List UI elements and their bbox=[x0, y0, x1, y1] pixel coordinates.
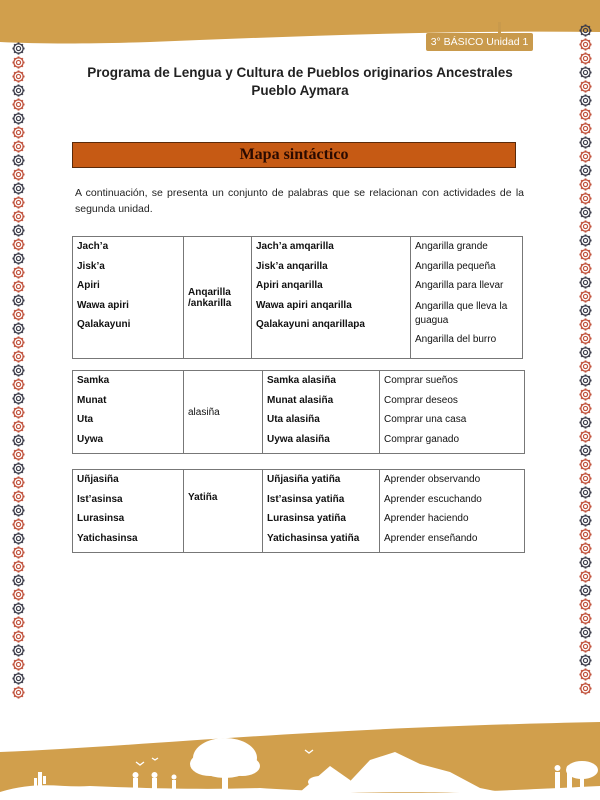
gear-motif-icon bbox=[12, 98, 25, 111]
gear-motif-icon bbox=[12, 84, 25, 97]
combined-word: Uywa alasiña bbox=[267, 433, 330, 445]
gear-motif-icon bbox=[579, 584, 592, 597]
gear-motif-icon bbox=[12, 378, 25, 391]
syntax-table-3 bbox=[72, 469, 525, 553]
gear-motif-icon bbox=[579, 262, 592, 275]
gear-motif-icon bbox=[579, 164, 592, 177]
section-title-bar bbox=[72, 142, 516, 168]
gear-motif-icon bbox=[579, 514, 592, 527]
people-title: Pueblo Aymara bbox=[251, 83, 349, 98]
gear-motif-icon bbox=[12, 462, 25, 475]
gear-motif-icon bbox=[12, 686, 25, 699]
gear-motif-icon bbox=[12, 224, 25, 237]
gear-motif-icon bbox=[579, 360, 592, 373]
table-row bbox=[73, 470, 525, 553]
root-word: Wawa apiri bbox=[77, 299, 129, 311]
suffix-cell: Anqarilla /ankarilla bbox=[184, 237, 252, 359]
gear-motif-icon bbox=[12, 672, 25, 685]
gear-motif-icon bbox=[12, 238, 25, 251]
gear-motif-icon bbox=[579, 38, 592, 51]
gear-motif-icon bbox=[579, 500, 592, 513]
combined-word: Jach’a amqarilla bbox=[256, 241, 334, 252]
gear-motif-icon bbox=[579, 598, 592, 611]
gear-motif-icon bbox=[579, 374, 592, 387]
gear-motif-icon bbox=[12, 322, 25, 335]
gear-motif-icon bbox=[12, 350, 25, 363]
root-word: Jach’a bbox=[77, 241, 109, 252]
roots-column bbox=[73, 470, 184, 553]
root-word: Ist’asinsa bbox=[77, 493, 123, 505]
gear-motif-icon bbox=[12, 182, 25, 195]
section-title: Mapa sintáctico bbox=[239, 146, 349, 163]
gear-motif-icon bbox=[12, 266, 25, 279]
roots-column bbox=[73, 237, 184, 359]
document-header bbox=[60, 64, 540, 100]
gear-motif-icon bbox=[579, 402, 592, 415]
root-word: Apiri bbox=[77, 280, 100, 291]
gear-motif-icon bbox=[12, 196, 25, 209]
gear-motif-icon bbox=[579, 122, 592, 135]
combined-column bbox=[263, 470, 380, 553]
root-word: Uywa bbox=[77, 433, 104, 445]
bottom-landscape-illustration bbox=[0, 700, 600, 800]
combined-word: Ist’asinsa yatiña bbox=[267, 493, 345, 505]
combined-word: Lurasinsa yatiña bbox=[267, 513, 346, 524]
suffix-cell: alasiña bbox=[184, 371, 263, 454]
gear-motif-icon bbox=[12, 336, 25, 349]
gear-motif-icon bbox=[579, 206, 592, 219]
combined-word: Uñjasiña yatiña bbox=[267, 474, 341, 485]
gear-motif-icon bbox=[579, 332, 592, 345]
gear-motif-icon bbox=[12, 210, 25, 223]
gear-motif-icon bbox=[579, 276, 592, 289]
gear-motif-icon bbox=[579, 136, 592, 149]
gear-motif-icon bbox=[12, 42, 25, 55]
gear-motif-icon bbox=[579, 542, 592, 555]
gear-motif-icon bbox=[579, 178, 592, 191]
gear-motif-icon bbox=[12, 280, 25, 293]
translation: Aprender escuchando bbox=[384, 493, 482, 505]
gear-motif-icon bbox=[12, 658, 25, 671]
translation: Angarilla que lleva la guagua bbox=[415, 300, 508, 326]
gear-motif-icon bbox=[12, 616, 25, 629]
syntax-table-1 bbox=[72, 236, 523, 359]
gear-motif-icon bbox=[579, 346, 592, 359]
translation: Angarilla grande bbox=[415, 241, 488, 252]
gear-motif-icon bbox=[12, 126, 25, 139]
gear-motif-icon bbox=[579, 234, 592, 247]
gear-motif-icon bbox=[12, 504, 25, 517]
gear-motif-icon bbox=[579, 220, 592, 233]
gear-motif-icon bbox=[579, 318, 592, 331]
root-word: Samka bbox=[77, 375, 110, 386]
combined-column bbox=[263, 371, 380, 454]
gear-motif-icon bbox=[12, 406, 25, 419]
combined-word: Jisk’a anqarilla bbox=[256, 260, 328, 272]
gear-motif-icon bbox=[12, 448, 25, 461]
gear-motif-icon bbox=[12, 308, 25, 321]
translation: Comprar una casa bbox=[384, 414, 467, 425]
gear-motif-icon bbox=[12, 574, 25, 587]
gear-motif-icon bbox=[579, 444, 592, 457]
gear-motif-icon bbox=[12, 560, 25, 573]
gear-motif-icon bbox=[12, 602, 25, 615]
translation: Angarilla para llevar bbox=[415, 280, 504, 291]
gear-motif-icon bbox=[12, 434, 25, 447]
gear-motif-icon bbox=[12, 70, 25, 83]
root-word: Yatichasinsa bbox=[77, 532, 138, 544]
gear-motif-icon bbox=[579, 528, 592, 541]
translation: Aprender observando bbox=[384, 474, 481, 485]
unit-tag: 3° BÁSICO Unidad 1 bbox=[426, 33, 533, 51]
gear-motif-icon bbox=[12, 56, 25, 69]
combined-word: Munat alasiña bbox=[267, 394, 334, 406]
syntax-table-2 bbox=[72, 370, 525, 454]
gear-motif-icon bbox=[12, 364, 25, 377]
combined-column bbox=[252, 237, 411, 359]
gear-motif-icon bbox=[12, 154, 25, 167]
gear-motif-icon bbox=[12, 252, 25, 265]
translation: Comprar deseos bbox=[384, 394, 458, 406]
gear-motif-icon bbox=[12, 532, 25, 545]
gear-motif-icon bbox=[579, 94, 592, 107]
left-decorative-border bbox=[10, 42, 26, 702]
translation-column bbox=[411, 237, 523, 359]
gear-motif-icon bbox=[579, 486, 592, 499]
intro-paragraph: A continuación, se presenta un conjunto de palabras que se relacionan con actividades de la segunda unidad. bbox=[75, 187, 524, 215]
gear-motif-icon bbox=[12, 140, 25, 153]
gear-motif-icon bbox=[12, 168, 25, 181]
root-word: Jisk’a bbox=[77, 260, 105, 272]
table-row bbox=[73, 237, 523, 359]
gear-motif-icon bbox=[579, 472, 592, 485]
gear-motif-icon bbox=[12, 294, 25, 307]
combined-word: Yatichasinsa yatiña bbox=[267, 532, 360, 544]
gear-motif-icon bbox=[12, 644, 25, 657]
gear-motif-icon bbox=[579, 388, 592, 401]
root-word: Uta bbox=[77, 414, 94, 425]
gear-motif-icon bbox=[579, 682, 592, 695]
gear-motif-icon bbox=[12, 420, 25, 433]
right-decorative-border bbox=[577, 24, 593, 704]
root-word: Qalakayuni bbox=[77, 319, 131, 330]
gear-motif-icon bbox=[579, 556, 592, 569]
combined-word: Wawa apiri anqarilla bbox=[256, 299, 352, 311]
translation-column bbox=[380, 371, 525, 454]
gear-motif-icon bbox=[12, 630, 25, 643]
gear-motif-icon bbox=[579, 80, 592, 93]
gear-motif-icon bbox=[579, 108, 592, 121]
gear-motif-icon bbox=[579, 66, 592, 79]
translation: Comprar ganado bbox=[384, 433, 460, 445]
roots-column bbox=[73, 371, 184, 454]
gear-motif-icon bbox=[12, 112, 25, 125]
root-word: Munat bbox=[77, 394, 107, 406]
gear-motif-icon bbox=[579, 248, 592, 261]
translation: Comprar sueños bbox=[384, 375, 458, 386]
gear-motif-icon bbox=[579, 290, 592, 303]
gear-motif-icon bbox=[12, 518, 25, 531]
gear-motif-icon bbox=[579, 192, 592, 205]
combined-word: Uta alasiña bbox=[267, 414, 320, 425]
translation: Aprender haciendo bbox=[384, 513, 469, 524]
gear-motif-icon bbox=[579, 430, 592, 443]
gear-motif-icon bbox=[579, 570, 592, 583]
combined-word: Qalakayuni anqarillapa bbox=[256, 319, 365, 330]
gear-motif-icon bbox=[579, 626, 592, 639]
gear-motif-icon bbox=[12, 490, 25, 503]
program-title: Programa de Lengua y Cultura de Pueblos originarios Ancestrales bbox=[87, 65, 513, 80]
gear-motif-icon bbox=[579, 24, 592, 37]
gear-motif-icon bbox=[579, 612, 592, 625]
gear-motif-icon bbox=[579, 52, 592, 65]
combined-word: Apiri anqarilla bbox=[256, 280, 323, 291]
gear-motif-icon bbox=[579, 150, 592, 163]
root-word: Lurasinsa bbox=[77, 513, 125, 524]
combined-word: Samka alasiña bbox=[267, 375, 336, 386]
gear-motif-icon bbox=[12, 476, 25, 489]
gear-motif-icon bbox=[12, 588, 25, 601]
gear-motif-icon bbox=[579, 668, 592, 681]
gear-motif-icon bbox=[579, 640, 592, 653]
root-word: Uñjasiña bbox=[77, 474, 119, 485]
translation-column bbox=[380, 470, 525, 553]
gear-motif-icon bbox=[12, 392, 25, 405]
suffix-cell: Yatiña bbox=[184, 470, 263, 553]
gear-motif-icon bbox=[579, 416, 592, 429]
gear-motif-icon bbox=[579, 458, 592, 471]
gear-motif-icon bbox=[579, 654, 592, 667]
translation: Aprender enseñando bbox=[384, 532, 478, 544]
gear-motif-icon bbox=[12, 546, 25, 559]
gear-motif-icon bbox=[579, 304, 592, 317]
table-row bbox=[73, 371, 525, 454]
translation: Angarilla pequeña bbox=[415, 260, 496, 272]
translation: Angarilla del burro bbox=[415, 333, 497, 345]
